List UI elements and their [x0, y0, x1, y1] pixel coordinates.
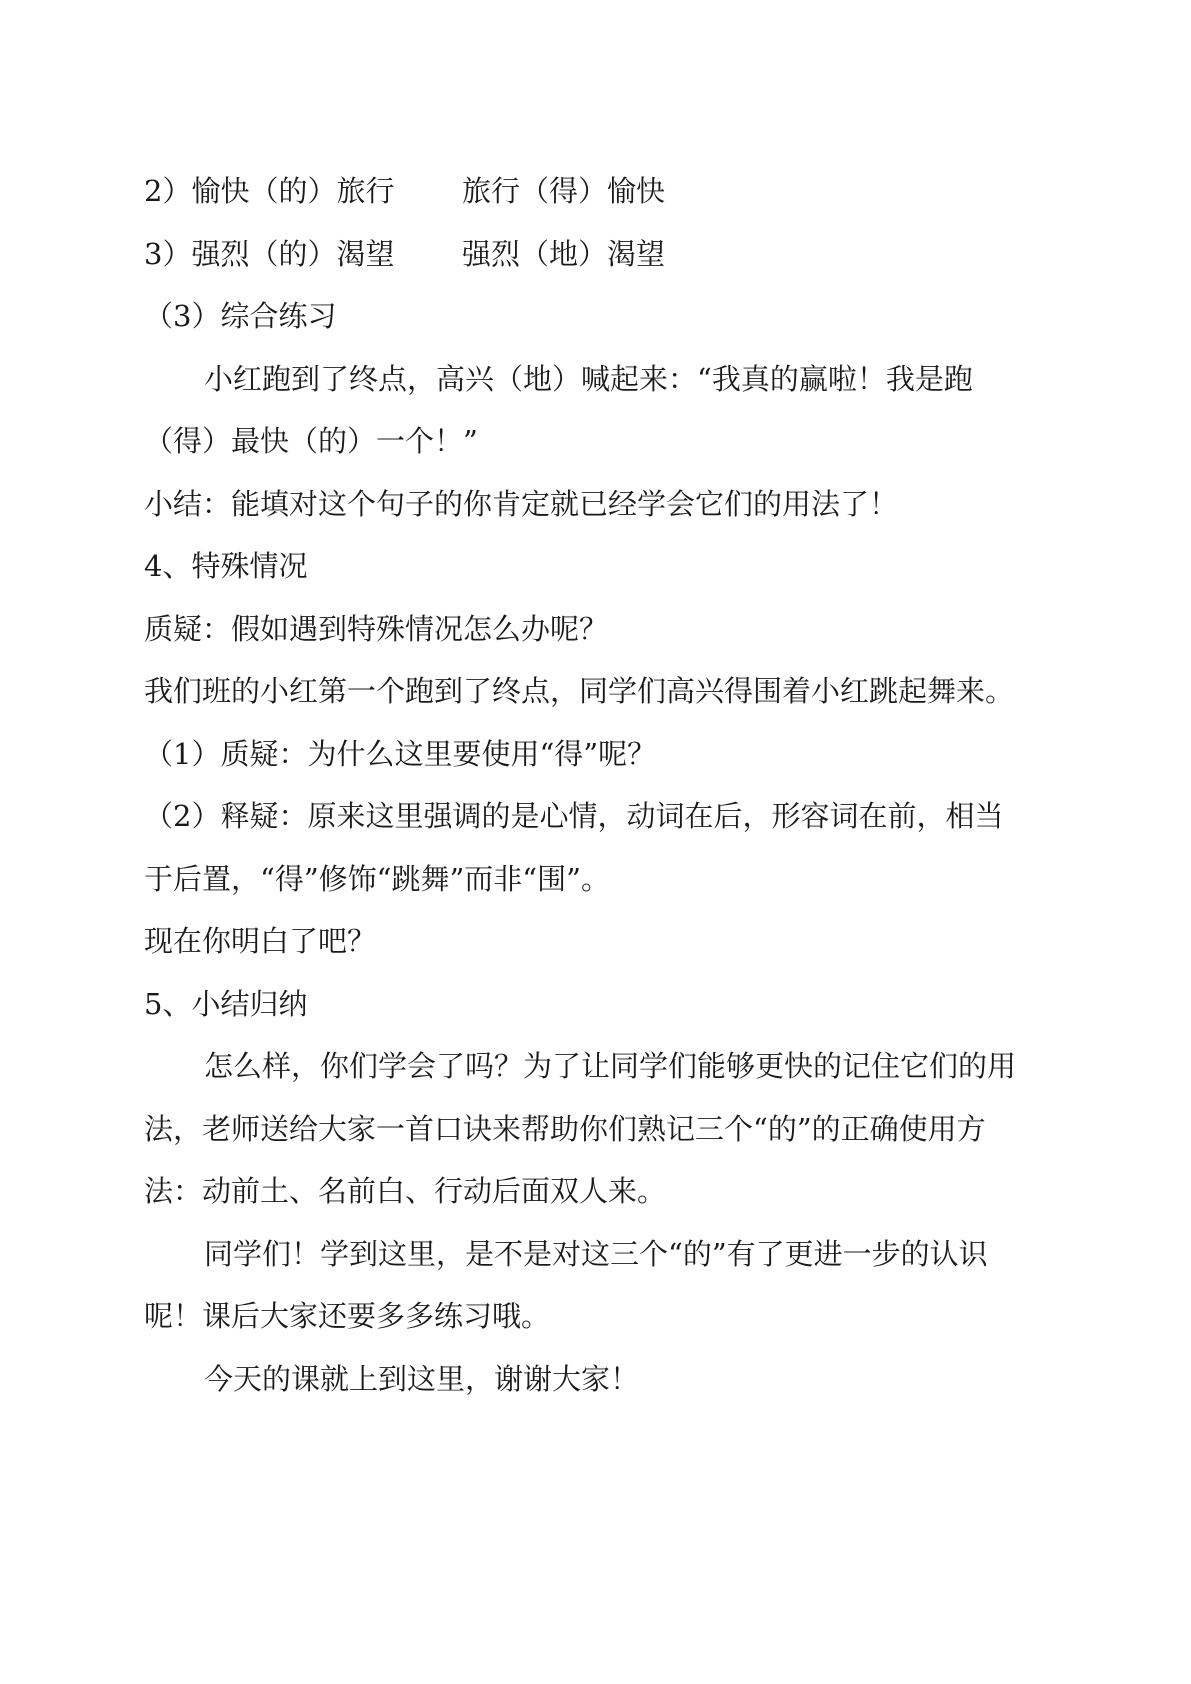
section-heading-summary: 5、小结归纳 [144, 986, 308, 1021]
closing-paragraph-line-2: 呢！课后大家还要多多练习哦。 [144, 1299, 551, 1333]
example-3-right: 强烈（地）渴望 [462, 236, 666, 271]
explanation-line-2: 于后置，“得”修饰“跳舞”而非“围”。 [144, 861, 610, 896]
summary-line: 小结：能填对这个句子的你肯定就已经学会它们的用法了！ [144, 486, 899, 521]
example-3-left: 3）强烈（的）渴望 [144, 236, 395, 271]
document-body [144, 160, 1054, 1410]
example-2-right: 旅行（得）愉快 [462, 174, 666, 208]
section-heading-comprehensive-practice: （3）综合练习 [144, 299, 337, 333]
explanation-line-1: （2）释疑：原来这里强调的是心情，动词在后，形容词在前，相当 [144, 799, 1004, 833]
closing-paragraph-line-1: 同学们！学到这里，是不是对这三个“的”有了更进一步的认识 [204, 1236, 988, 1271]
example-2-left: 2）愉快（的）旅行 [144, 174, 395, 208]
paragraph-practice-line-2: （得）最快（的）一个！” [144, 424, 478, 458]
example-sentence: 我们班的小红第一个跑到了终点，同学们高兴得围着小红跳起舞来。 [144, 674, 1015, 708]
farewell-line: 今天的课就上到这里，谢谢大家！ [204, 1361, 640, 1396]
example-line-3 [144, 223, 1054, 286]
doubt-line: （1）质疑：为什么这里要使用“得”呢？ [144, 736, 657, 771]
mnemonic-paragraph-line-2: 法，老师送给大家一首口诀来帮助你们熟记三个“的”的正确使用方 [144, 1111, 986, 1146]
example-line-2 [144, 160, 1054, 223]
section-heading-special-cases: 4、特殊情况 [144, 549, 308, 583]
paragraph-practice-line-1: 小红跑到了终点，高兴（地）喊起来：“我真的赢啦！我是跑 [204, 361, 973, 396]
mnemonic-paragraph-line-1: 怎么样，你们学会了吗？为了让同学们能够更快的记住它们的用 [204, 1049, 1017, 1083]
understand-line: 现在你明白了吧？ [144, 924, 377, 958]
mnemonic-paragraph-line-3: 法：动前土、名前白、行动后面双人来。 [144, 1174, 667, 1208]
question-line: 质疑：假如遇到特殊情况怎么办呢？ [144, 611, 609, 646]
